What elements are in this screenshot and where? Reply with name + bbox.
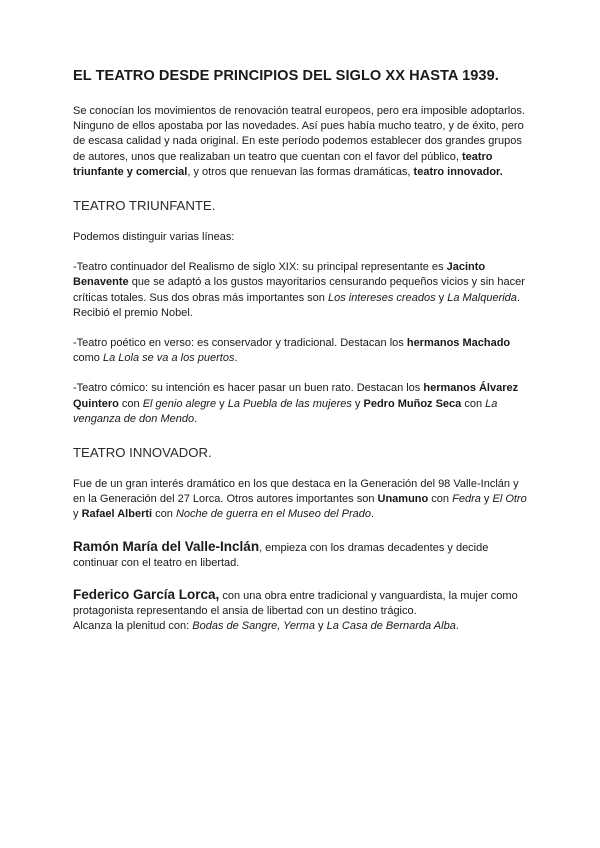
text: y (435, 291, 448, 304)
section1-paragraph-poetico (73, 336, 533, 366)
text: -Teatro cómico: su intención es hacer pasar un buen rato. Destacan los (73, 382, 424, 395)
text: y (351, 397, 364, 410)
section2-paragraph-valle-inclan (73, 539, 533, 571)
intro-paragraph (73, 104, 533, 180)
work-title: Bodas de Sangre, Yerma (192, 620, 315, 633)
text: -Teatro continuador del Realismo de siglo XIX: su principal representante es (73, 261, 447, 274)
section1-lead: Podemos distinguir varias líneas: (73, 231, 235, 244)
text: -Teatro poético en verso: es conservador y tradicional. Destacan los (73, 337, 407, 350)
intro-bold-innovador: teatro innovador. (413, 165, 503, 178)
work-title: El genio alegre (142, 397, 217, 410)
author-lorca: Federico García Lorca, (73, 587, 220, 603)
text: y (216, 397, 228, 410)
text: y (73, 508, 82, 521)
text: con (461, 397, 486, 410)
author-unamuno: Unamuno (377, 493, 429, 506)
author-alvarez-quintero: hermanos Álvarez Quintero (73, 382, 519, 410)
section-heading-innovador: TEATRO INNOVADOR. (73, 445, 212, 461)
work-title: La venganza de don Mendo (73, 397, 498, 425)
text: con (428, 493, 453, 506)
text: . (371, 508, 375, 521)
text: . (234, 352, 238, 365)
author-munoz-seca: Pedro Muñoz Seca (363, 397, 462, 410)
text: . Recibió el premio Nobel. (73, 291, 520, 319)
section-heading-triunfante: TEATRO TRIUNFANTE. (73, 198, 216, 214)
section2-paragraph-intro (73, 477, 533, 523)
text: y (314, 620, 327, 633)
section2-paragraph-lorca (73, 587, 533, 635)
intro-text-1: Se conocían los movimientos de renovación teatral europeos, pero era imposible adoptarlos. Ninguno de ellos apostaba por las novedades. Así pues había mucho teatro, y de éxito, pero de escasa calidad y nada original. En este período podemos establecer dos grandes grupos de autores, unos que realizaban un teatro que cuentan con el favor del público, (73, 105, 525, 163)
section1-paragraph-realismo (73, 260, 533, 321)
text: Fue de un gran interés dramático en los que destaca en la Generación del 98 Valle-Inclán y en la Generación del 27 Lorca. Otros autores importantes son (73, 478, 519, 506)
work-title: Los intereses creados (327, 291, 436, 304)
author-alberti: Rafael Alberti (81, 508, 153, 521)
work-title: La Casa de Bernarda Alba (326, 620, 456, 633)
author-machado: hermanos Machado (406, 337, 511, 350)
text: y (480, 493, 493, 506)
text: con una obra entre tradicional y vanguardista, la mujer como protagonista representando el ansia de libertad con un destino trágico. (73, 590, 518, 618)
work-title: La Malquerida (447, 291, 517, 304)
document-page (73, 68, 533, 635)
text: como (73, 352, 103, 365)
work-title: La Puebla de las mujeres (227, 397, 352, 410)
intro-bold-triunfante: teatro triunfante y comercial (73, 150, 493, 178)
work-title: La Lola se va a los puertos (102, 352, 235, 365)
section1-paragraph-comico (73, 381, 533, 427)
document-title: EL TEATRO DESDE PRINCIPIOS DEL SIGLO XX HASTA 1939. (73, 68, 499, 84)
text: con (152, 508, 176, 521)
text: que se adaptó a los gustos mayoritarios censurando pequeños vicios y sin hacer críticas totales. Sus dos obras más importantes son (73, 276, 525, 304)
text: con (118, 397, 143, 410)
text: . (194, 412, 198, 425)
intro-text-2: , y otros que renuevan las formas dramáticas, (187, 165, 414, 178)
work-title: Noche de guerra en el Museo del Prado (175, 508, 372, 521)
work-title: El Otro (492, 493, 527, 506)
work-title: Fedra (452, 493, 481, 506)
author-valle-inclan: Ramón María del Valle-Inclán (73, 538, 260, 554)
author-benavente: Jacinto Benavente (73, 261, 486, 289)
text: Alcanza la plenitud con: (73, 620, 193, 633)
text: , empieza con los dramas decadentes y decide continuar con el teatro en libertad. (73, 541, 489, 569)
text: . (455, 620, 459, 633)
